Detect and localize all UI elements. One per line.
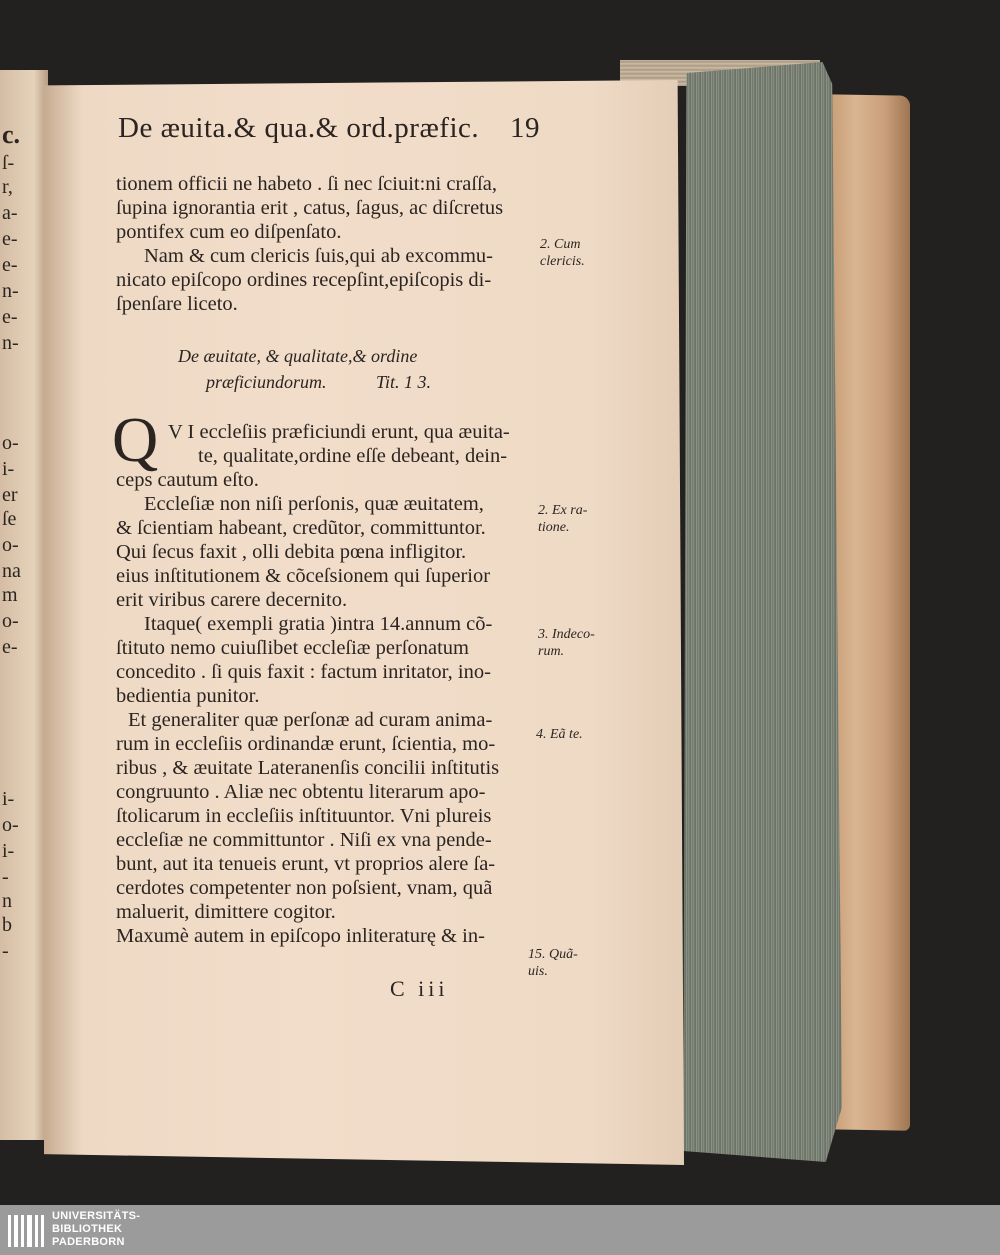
library-logo-icon [6, 1211, 46, 1251]
margin-note [538, 502, 587, 536]
margin-note-number: 3. [538, 627, 549, 642]
text-block-main [116, 420, 536, 948]
text-line: Et generaliter quæ perſonæ ad curam anima- [128, 709, 493, 731]
margin-note-text: Cum [554, 237, 581, 252]
left-fragment: m [2, 584, 18, 606]
text-line: Itaque( exempli gratia )intra 14.annum cõ- [144, 613, 493, 635]
text-line: ribus , & æuitate Lateranenſis concilii inſtitutis [116, 757, 500, 779]
left-fragment: o- [2, 814, 19, 836]
left-fragment: e- [2, 228, 18, 250]
left-fragment: e- [2, 306, 18, 328]
text-line: tionem officii ne habeto . ſi nec ſciuit:ni craſſa, [116, 173, 498, 195]
left-fragment: na [2, 560, 21, 582]
margin-note-number: 2. [540, 237, 551, 252]
text-line: Qui ſecus faxit , olli debita pœna infligitor. [116, 541, 467, 563]
logo-line-3: PADERBORN [52, 1236, 125, 1248]
text-line: te, qualitate,ordine eſſe debeant, dein- [198, 445, 508, 467]
margin-note-text: tione. [538, 520, 570, 535]
left-fragment: - [2, 940, 9, 962]
margin-note-text: Ex ra- [552, 503, 588, 518]
text-line: Nam & cum clericis ſuis,qui ab excommu- [144, 245, 493, 267]
left-fragment: c. [2, 120, 21, 149]
text-line: cerdotes competenter non poſsient, vnam, quã [116, 877, 493, 899]
left-fragment: o- [2, 432, 19, 454]
text-line: Maxumè autem in epiſcopo inliteraturę & in- [116, 925, 485, 947]
left-fragment: r, [2, 176, 13, 198]
section-title-line1: De æuitate, & qualitate,& ordine [178, 346, 418, 366]
margin-note [540, 236, 585, 270]
margin-note-text: Quã- [549, 947, 578, 962]
text-line: ceps cautum eſto. [116, 469, 259, 491]
margin-note-number: 2. [538, 503, 549, 518]
page-block-edges [680, 62, 842, 1162]
text-line: ſpenſare liceto. [116, 293, 238, 315]
text-line: rum in eccleſiis ordinandæ erunt, ſcientia, mo- [116, 733, 496, 755]
signature-mark: C iii [390, 976, 449, 1001]
text-line: congruunto . Aliæ nec obtentu literarum apo- [116, 781, 486, 803]
library-logo-text [52, 1210, 140, 1249]
text-line: concedito . ſi quis faxit : factum inritator, ino- [116, 661, 491, 683]
margin-note [538, 626, 595, 660]
left-fragment: e- [2, 254, 18, 276]
text-block-top [116, 172, 536, 316]
left-fragment: b [2, 914, 12, 936]
text-line: eius inſtitutionem & cõceſsionem qui ſuperior [116, 565, 491, 587]
text-line: bunt, aut ita tenueis erunt, vt proprios alere ſa- [116, 853, 496, 875]
margin-note-number: 15. [528, 947, 546, 962]
section-title-line2: præficiundorum. [206, 372, 327, 392]
text-line: ſupina ignorantia erit , catus, ſagus, ac diſcretus [116, 197, 504, 219]
text-line: & ſcientiam habeant, credũtor, committuntor. [116, 517, 486, 539]
left-fragment: n- [2, 332, 19, 354]
section-title-label: Tit. 1 3. [376, 372, 432, 392]
text-line: eccleſiæ ne committuntor . Niſi ex vna pende- [116, 829, 492, 851]
logo-line-2: BIBLIOTHEK [52, 1223, 123, 1235]
left-fragment: o- [2, 610, 19, 632]
text-line: erit viribus carere decernito. [116, 589, 348, 611]
left-fragment: i- [2, 788, 15, 810]
left-fragment: n [2, 890, 12, 912]
left-fragment: ſe [2, 508, 17, 530]
running-header [118, 112, 548, 145]
text-line: ſtolicarum in eccleſiis inſtituuntor. Vni plureis [116, 805, 492, 827]
page-number: 19 [510, 112, 540, 144]
drop-cap: Q [112, 404, 159, 475]
text-line: bedientia punitor. [116, 685, 260, 707]
header-title: De æuita.& qua.& ord.præfic. [118, 112, 480, 144]
left-fragment: i- [2, 840, 15, 862]
text-line: pontifex cum eo diſpenſato. [116, 221, 342, 243]
left-fragment: n- [2, 280, 19, 302]
margin-note-number: 4. [536, 727, 547, 742]
library-footer [0, 1205, 1000, 1255]
margin-note [536, 726, 583, 743]
left-fragment: e- [2, 636, 18, 658]
margin-note-text: uis. [528, 964, 548, 979]
left-fragment: i- [2, 458, 15, 480]
text-line: Eccleſiæ non niſi perſonis, quæ æuitatem, [144, 493, 484, 515]
left-fragment: o- [2, 534, 19, 556]
margin-note-text: rum. [538, 644, 565, 659]
left-fragment: er [2, 484, 18, 506]
left-fragment: - [2, 866, 9, 888]
left-page-edge [0, 70, 48, 1140]
logo-line-1: UNIVERSITÄTS- [52, 1210, 141, 1222]
margin-note [528, 946, 578, 980]
text-line: nicato epiſcopo ordines recepſint,epiſcopis di- [116, 269, 492, 291]
text-line: maluerit, dimittere cogitor. [116, 901, 336, 923]
margin-note-text: Indeco- [552, 627, 595, 642]
left-fragment: a- [2, 202, 18, 224]
left-fragment: ſ- [2, 152, 15, 174]
margin-note-text: Eã te. [550, 727, 583, 742]
text-line: ſtituto nemo cuiuſlibet eccleſiæ perſonatum [116, 637, 469, 659]
text-line: V I eccleſiis præficiundi erunt, qua æuita- [168, 421, 510, 443]
margin-note-text: clericis. [540, 254, 585, 269]
